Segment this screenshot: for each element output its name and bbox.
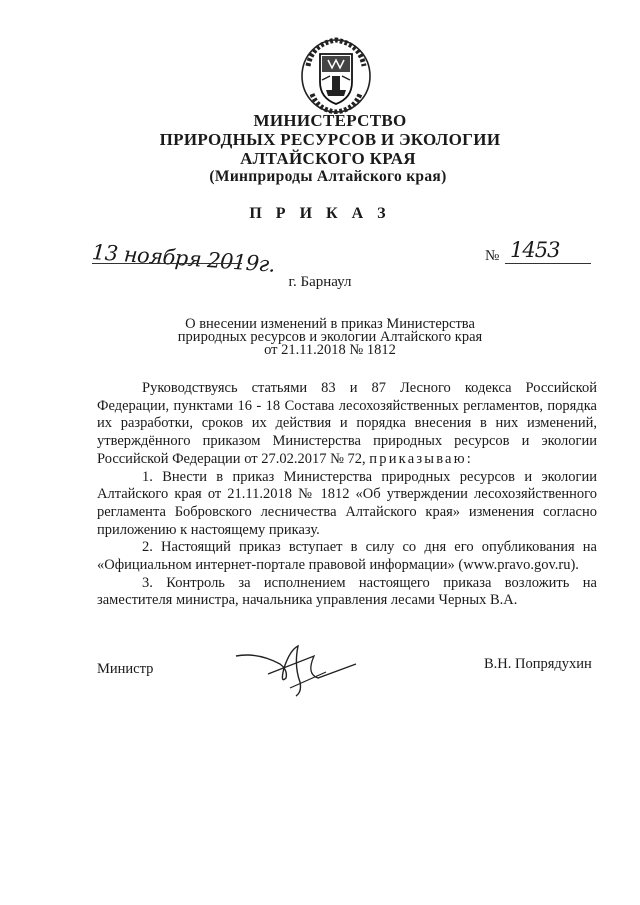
order-item-2: 2. Настоящий приказ вступает в силу со дня его опубликования на «Официальном интернет-портале правовой информации» (www.pravo.gov.ru). — [97, 539, 597, 574]
handwritten-signature-icon — [228, 638, 358, 700]
preamble-text: Руководствуясь статьями 83 и 87 Лесного кодекса Российской Федерации, пунктами 16 - 18 Состава лесохозяйственных регламентов, порядка их разработки, сроков их действия и порядка внесения в них изменений, утверждённого приказом Министерства природных ресурсов и экологии Российской Федерации от 27.02.2017 № 72, — [97, 380, 597, 467]
order-item-1: 1. Внести в приказ Министерства природных ресурсов и экологии Алтайского края от 21.11.2018 № 1812 «Об утверждении лесохозяйственного регламента Бобровского лесничества Алтайского края» изменения согласно приложению к настоящему приказу. — [97, 468, 597, 538]
order-title-line2: природных ресурсов и экологии Алтайского края — [177, 329, 483, 345]
preamble-keyword: приказываю: — [369, 450, 473, 467]
number-label: № — [485, 248, 500, 264]
ministry-name-line1: МИНИСТЕРСТВО — [253, 111, 407, 130]
order-title-line3: от 21.11.2018 № 1812 — [264, 342, 396, 358]
ministry-name-line2: ПРИРОДНЫХ РЕСУРСОВ И ЭКОЛОГИИ — [159, 130, 501, 149]
document-number: 1453 — [510, 238, 560, 262]
document-type: П Р И К А З — [249, 205, 391, 222]
preamble-paragraph — [97, 380, 597, 469]
order-title — [150, 318, 510, 357]
ministry-short-name: (Минприроды Алтайского края) — [209, 168, 447, 185]
order-body — [97, 380, 597, 610]
date-underline — [92, 263, 242, 264]
number-underline — [505, 263, 591, 264]
ministry-name-line3: АЛТАЙСКОГО КРАЯ — [240, 149, 416, 168]
altai-coat-of-arms-icon — [298, 36, 374, 114]
signer-name: В.Н. Попрядухин — [484, 656, 592, 672]
city: г. Барнаул — [288, 274, 352, 290]
signer-title: Министр — [97, 661, 154, 677]
order-item-3: 3. Контроль за исполнением настоящего приказа возложить на заместителя министра, начальника управления лесами Черных В.А. — [97, 574, 597, 609]
order-title-line1: О внесении изменений в приказ Министерства — [185, 316, 475, 332]
document-date: 13 ноября 2019г. — [91, 240, 276, 277]
